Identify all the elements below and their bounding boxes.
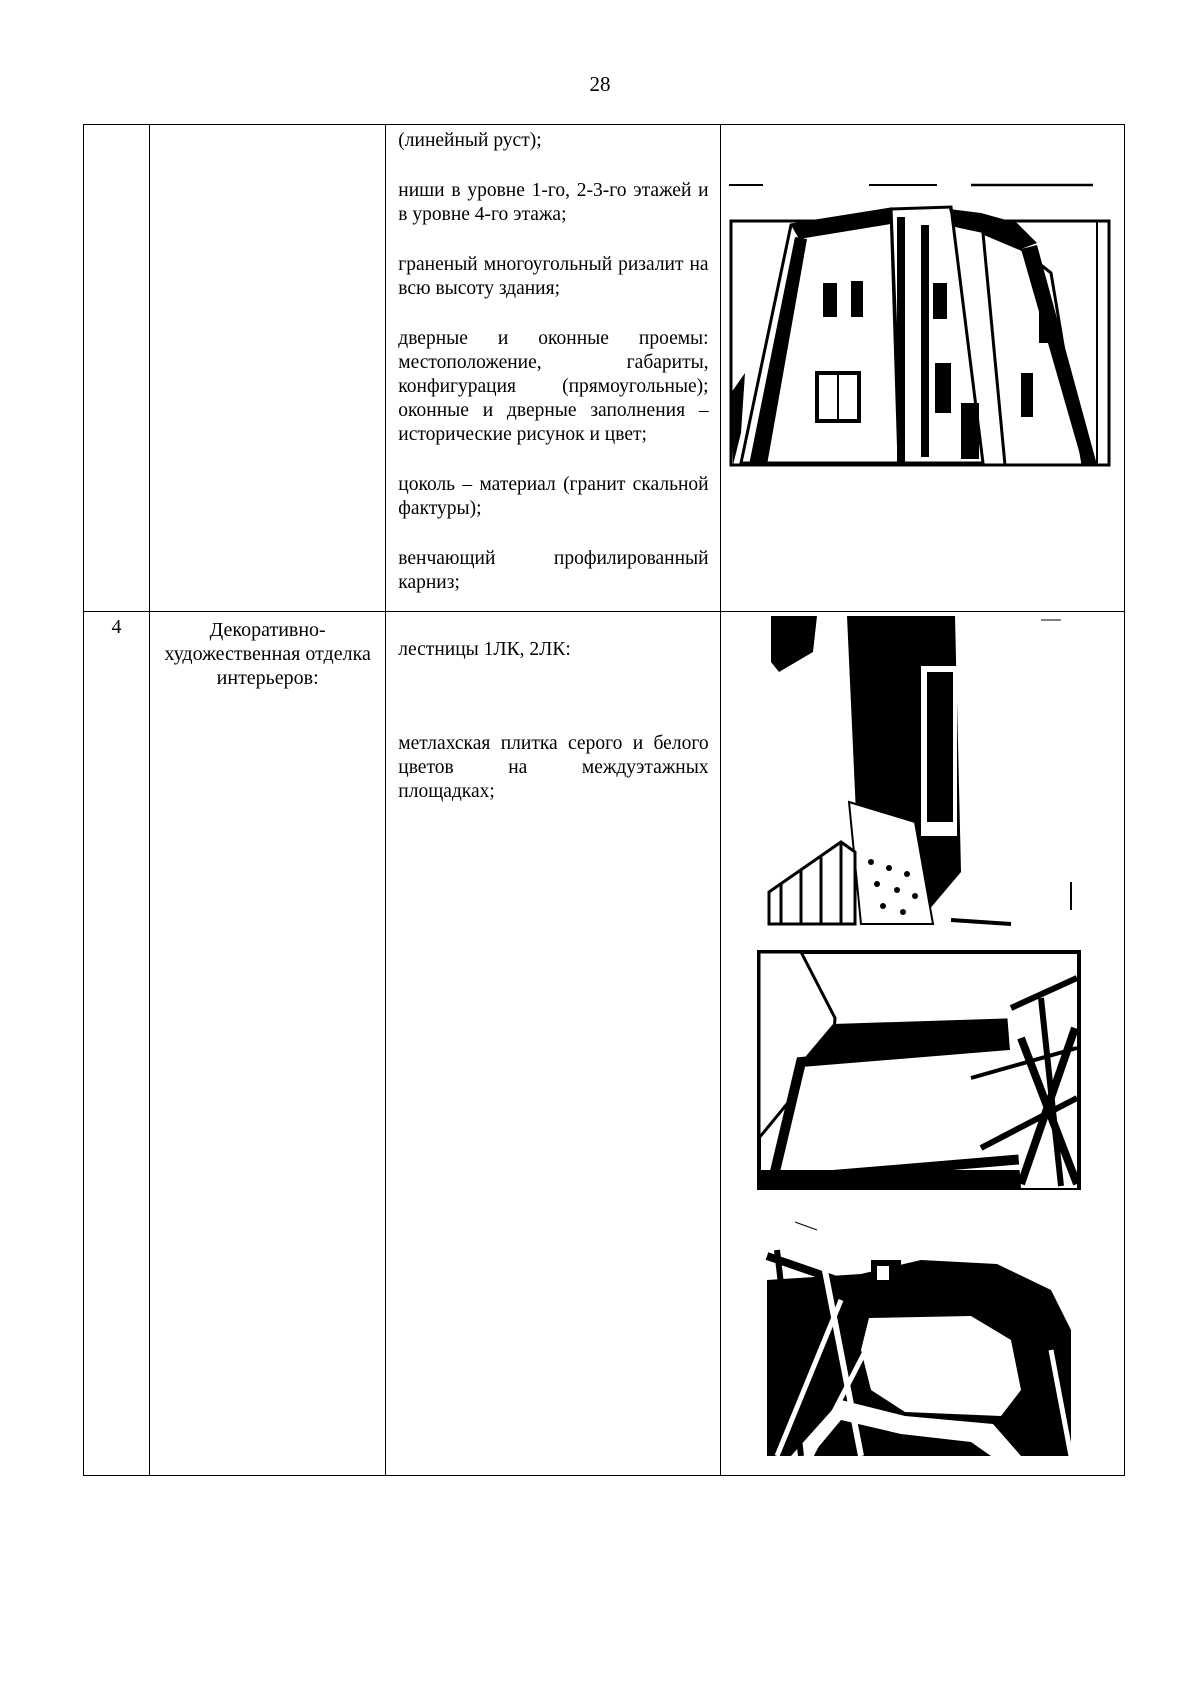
photo-cell [720,612,1124,1476]
table-row [84,125,1125,612]
description-item: граненый многоугольный ризалит на всю высоту здания; [398,254,709,299]
description-cell [386,125,720,612]
description-item: дверные и оконные проемы: местоположение, габариты, конфигурация (прямоугольные); оконные и дверные заполнения – исторические рисунок и цвет; [398,328,709,445]
element-name-cell: Декоративно-художественная отделка интерьеров: [150,612,386,1476]
description-item: ниши в уровне 1-го, 2-3-го этажей и в уровне 4-го этажа; [398,180,709,225]
description-item: лестницы 1ЛК, 2ЛК: [398,639,571,660]
facade-photo [721,173,1121,473]
protection-subject-table [83,124,1125,1476]
landing-photo [721,948,1121,1190]
description-item: венчающий профилированный карниз; [398,548,709,593]
stairwell-photo [721,1220,1121,1456]
page-number: 28 [589,72,611,96]
photo-cell [720,125,1124,612]
description-item: (линейный руст); [398,130,542,151]
row-number-cell: 4 [84,612,150,1476]
staircase-photo [721,612,1121,928]
description-item: метлахская плитка серого и белого цветов на междуэтажных площадках; [398,733,709,802]
description-cell [386,612,720,1476]
element-name-cell [150,125,386,612]
description-item: цоколь – материал (гранит скальной фактуры); [398,474,709,519]
table-row [84,612,1125,1476]
row-number-cell [84,125,150,612]
